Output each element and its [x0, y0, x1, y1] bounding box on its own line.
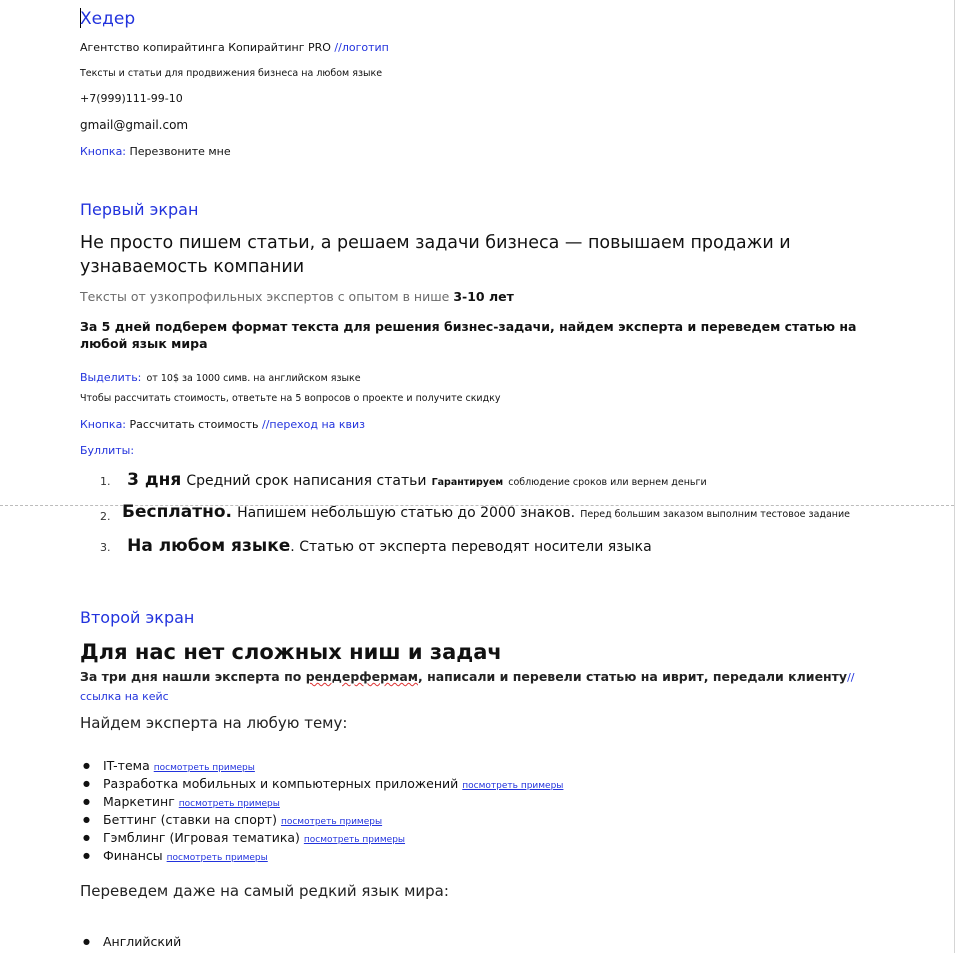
logo-note: //логотип — [334, 41, 389, 54]
case-part1: За три дня нашли эксперта по — [80, 669, 302, 684]
bullets-list — [100, 470, 860, 556]
topic-item — [80, 848, 780, 866]
examples-link[interactable]: посмотреть примеры — [462, 781, 564, 791]
quiz-text: Чтобы рассчитать стоимость, ответьте на 5 вопросов о проекте и получите скидку — [80, 393, 501, 404]
calc-button-label: Рассчитать стоимость — [129, 418, 259, 431]
experts-years: 3-10 лет — [453, 289, 514, 304]
bullet-number: 3. — [100, 541, 111, 554]
highlight-text: от 10$ за 1000 симв. на английском языке — [146, 373, 361, 384]
offer-text: За 5 дней подберем формат текста для решения бизнес-задачи, найдем эксперта и переведем статью на любой язык мира — [80, 319, 857, 351]
case-link-note: //ссылка на кейс — [80, 671, 855, 703]
first-screen-title: Первый экран — [80, 200, 199, 219]
callback-button-line — [80, 145, 231, 158]
examples-link[interactable]: посмотреть примеры — [166, 853, 268, 863]
topic-item — [80, 758, 780, 776]
bullet-text: . Статью от эксперта переводят носители языка — [290, 539, 652, 555]
languages-list — [80, 934, 780, 950]
bullet-item — [100, 470, 860, 490]
highlight-line — [80, 366, 361, 385]
phone: +7(999)111-99-10 — [80, 92, 183, 105]
bullet-number: 1. — [100, 475, 111, 488]
topics-heading: Найдем эксперта на любую тему: — [80, 714, 348, 732]
button-prefix: Кнопка: — [80, 145, 127, 158]
topic-label: Разработка мобильных и компьютерных приложений — [103, 776, 459, 791]
case-misspelled-word[interactable]: рендерфермам — [305, 669, 418, 684]
topic-label: Финансы — [103, 848, 163, 863]
bullets-label: Буллиты: — [80, 444, 135, 457]
case-text — [80, 668, 870, 706]
topics-list — [80, 758, 780, 866]
case-part2: , написали и перевели статью на иврит, передали клиенту — [417, 669, 848, 684]
topic-label: Маркетинг — [103, 794, 175, 809]
topic-item — [80, 830, 780, 848]
second-screen-title: Второй экран — [80, 608, 195, 627]
quiz-note: //переход на квиз — [261, 418, 366, 431]
second-screen-headline: Для нас нет сложных ниш и задач — [80, 640, 502, 664]
bullet-bold: 3 дня — [127, 470, 182, 490]
experts-text: Тексты от узкопрофильных экспертов с опытом в нише — [80, 289, 450, 304]
experts-line — [80, 289, 514, 304]
bullet-number: 2. — [100, 510, 111, 523]
topic-item — [80, 776, 780, 794]
bullet-text: Напишем небольшую статью до 2000 знаков. — [237, 505, 576, 521]
bullet-small: соблюдение сроков или вернем деньги — [508, 477, 707, 488]
bullet-small-bold: Гарантируем — [431, 477, 504, 488]
examples-link[interactable]: посмотреть примеры — [280, 817, 383, 827]
examples-link[interactable]: посмотреть примеры — [178, 799, 280, 809]
bullet-bold: Бесплатно. — [122, 502, 232, 522]
email: gmail@gmail.com — [80, 118, 189, 132]
calc-button-line — [80, 418, 365, 431]
languages-heading: Переведем даже на самый редкий язык мира: — [80, 882, 449, 900]
topic-label: IT-тема — [103, 758, 150, 773]
bullet-item — [100, 504, 860, 522]
topic-item — [80, 812, 780, 830]
tagline: Тексты и статьи для продвижения бизнеса на любом языке — [80, 68, 383, 79]
highlight-prefix: Выделить: — [80, 371, 142, 384]
topic-label: Гэмблинг (Игровая тематика) — [103, 830, 300, 845]
bullet-text: Средний срок написания статьи — [186, 473, 427, 489]
bullet-bold: На любом языке — [127, 536, 291, 556]
bullet-small: Перед большим заказом выполним тестовое задание — [580, 509, 851, 520]
language-item: ● Английский — [80, 934, 780, 950]
bullet-item — [100, 536, 860, 556]
topic-item — [80, 794, 780, 812]
first-screen-headline: Не просто пишем статьи, а решаем задачи бизнеса — повышаем продажи и узнаваемость компании — [80, 233, 791, 277]
examples-link[interactable]: посмотреть примеры — [303, 835, 406, 845]
callback-button-label: Перезвоните мне — [129, 145, 231, 158]
button-prefix: Кнопка: — [80, 418, 127, 431]
header-section-title: Хедер — [80, 9, 136, 29]
topic-label: Беттинг (ставки на спорт) — [103, 812, 277, 827]
examples-link[interactable]: посмотреть примеры — [153, 763, 255, 773]
company-line — [80, 41, 389, 54]
company-name: Агентство копирайтинга Копирайтинг PRO — [80, 41, 331, 54]
